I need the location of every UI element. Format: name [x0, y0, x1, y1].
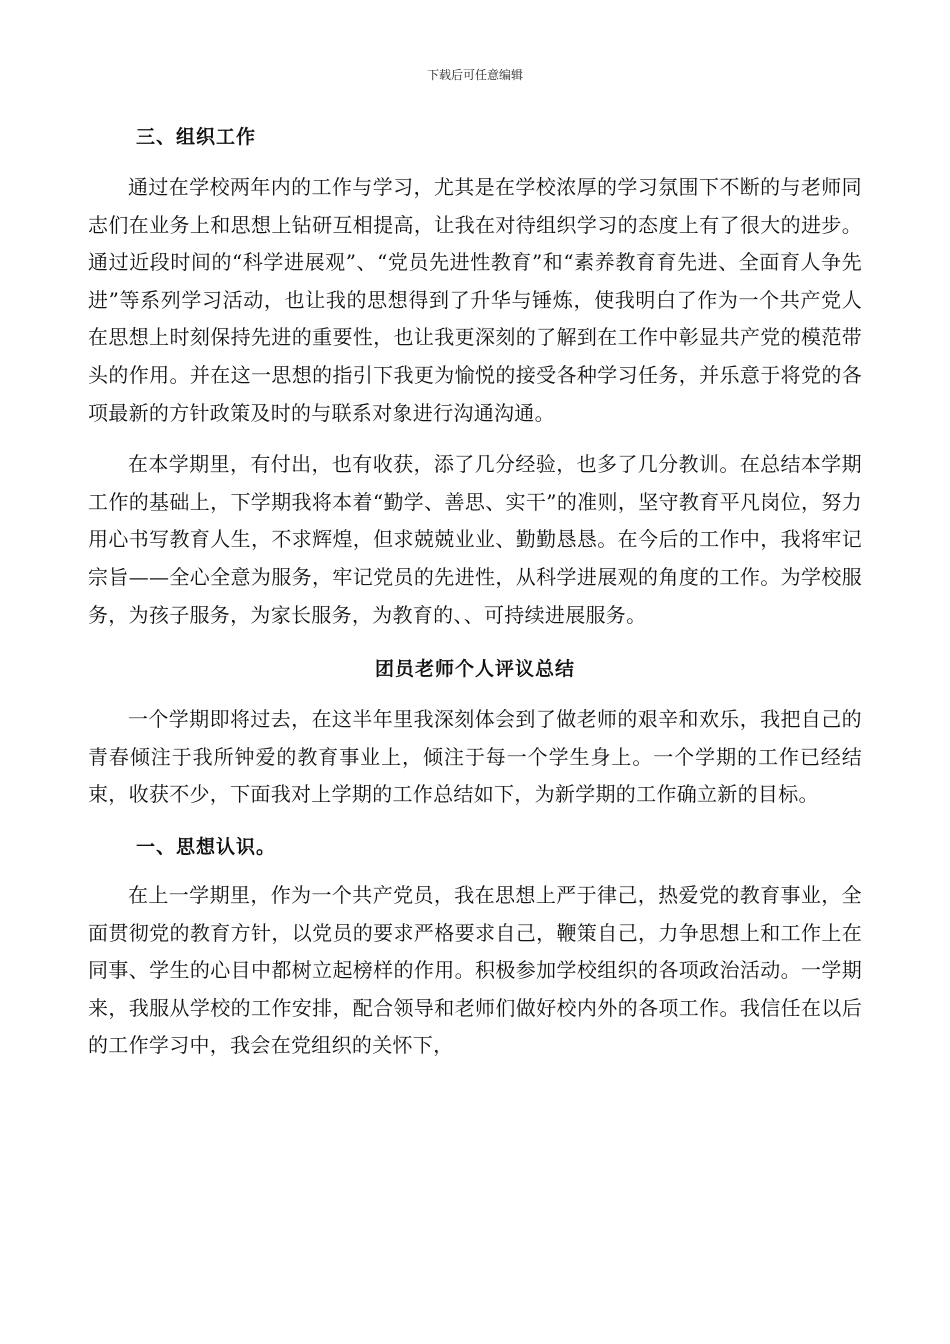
section-heading-organization-work: 三、组织工作 [136, 126, 257, 148]
document-title: 团员老师个人评议总结 [374, 658, 575, 681]
paragraph-organization-1: 通过在学校两年内的工作与学习，尤其是在学校浓厚的学习氛围下不断的与老师同志们在业务上和思想上钻研互相提高，让我在对待组织学习的态度上有了很大的进步。通过近段时间的“科学进展观”、“党员先进性教育”和“素养教育育先进、全面育人争先进”等系列学习活动，也让我的思想得到了升华与锤炼，使我明白了作为一个共产党人在思想上时刻保持先进的重要性，也让我更深刻的了解到在工作中彰显共产党的模范带头的作用。并在这一思想的指引下我更为愉悦的接受各种学习任务，并乐意于将党的各项最新的方针政策及时的与联系对象进行沟通沟通。 [88, 175, 862, 425]
page-header: 下载后可任意编辑 [426, 68, 523, 82]
section-heading-ideology: 一、思想认识。 [136, 835, 277, 858]
document-body [88, 118, 862, 1079]
paragraph-intro: 一个学期即将过去，在这半年里我深刻体会到了做老师的艰辛和欢乐，我把自己的青春倾注于我所钟爱的教育事业上，倾注于每一个学生身上。一个学期的工作已经结束，收获不少，下面我对上学期的工作总结如下，为新学期的工作确立新的目标。 [88, 707, 862, 807]
paragraph-ideology: 在上一学期里，作为一个共产党员，我在思想上严于律己，热爱党的教育事业，全面贯彻党的教育方针，以党员的要求严格要求自己，鞭策自己，力争思想上和工作上在同事、学生的心目中都树立起榜样的作用。积极参加学校组织的各项政治活动。一学期来，我服从学校的工作安排，配合领导和老师们做好校内外的各项工作。我信任在以后的工作学习中，我会在党组织的关怀下， [88, 882, 862, 1058]
paragraph-organization-2: 在本学期里，有付出，也有收获，添了几分经验，也多了几分教训。在总结本学期工作的基础上，下学期我将本着“勤学、善思、实干”的准则，坚守教育平凡岗位，努力用心书写教育人生，不求辉煌，但求兢兢业业、勤勤恳恳。在今后的工作中，我将牢记宗旨——全心全意为服务，牢记党员的先进性，从科学进展观的角度的工作。为学校服务，为孩子服务，为家长服务，为教育的、、可持续进展服务。 [88, 452, 862, 627]
